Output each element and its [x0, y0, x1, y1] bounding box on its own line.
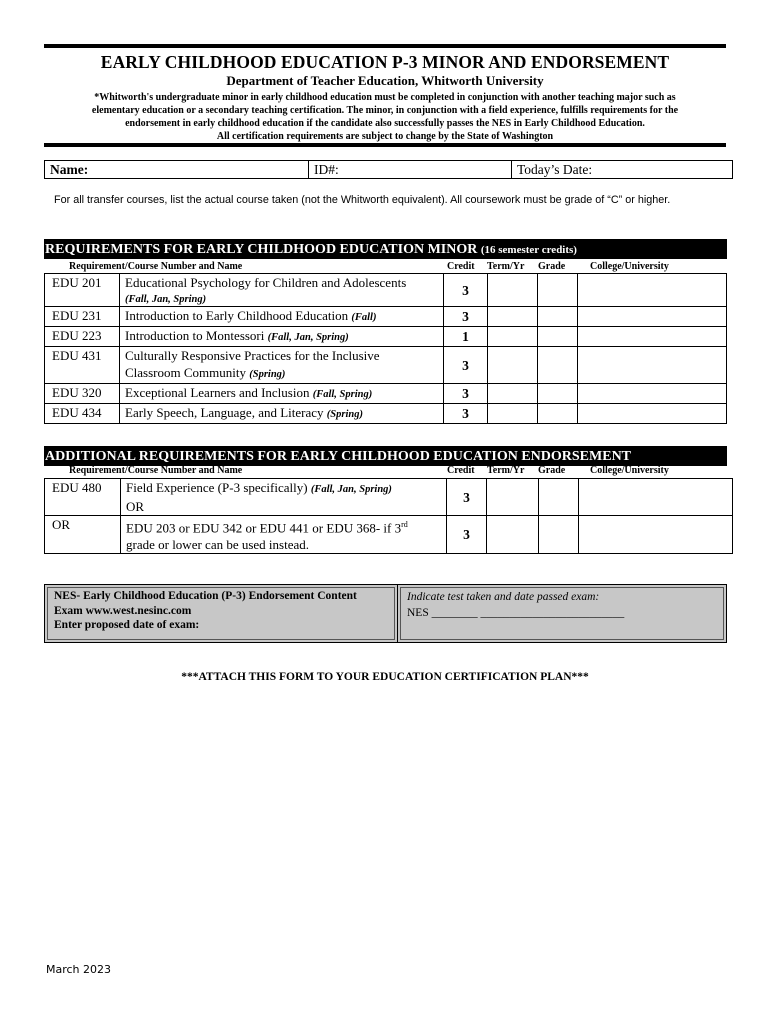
course-code: EDU 223	[45, 327, 120, 347]
term-input[interactable]	[488, 384, 538, 404]
or-label: OR	[126, 499, 145, 514]
transfer-note: For all transfer courses, list the actual course taken (not the Whitworth equivalent). All coursework must be grade of “C” or higher.	[54, 194, 671, 206]
course-code: EDU 320	[45, 384, 120, 404]
nes-exam-label: NES- Early Childhood Education (P-3) Endorsement Content	[54, 590, 357, 602]
col-course-header: Requirement/Course Number and Name	[69, 465, 243, 476]
term-input[interactable]	[487, 516, 539, 554]
col-credit-header: Credit	[447, 261, 475, 272]
table-row	[45, 347, 727, 384]
term-input[interactable]	[488, 404, 538, 424]
course-title: Exceptional Learners and Inclusion	[125, 385, 310, 400]
endorsement-heading: ADDITIONAL REQUIREMENTS FOR EARLY CHILDHOOD EDUCATION ENDORSEMENT	[45, 449, 632, 464]
grade-input[interactable]	[538, 274, 578, 307]
col-term-header: Term/Yr	[487, 465, 525, 476]
course-code: EDU 231	[45, 307, 120, 327]
page-title: EARLY CHILDHOOD EDUCATION P-3 MINOR AND ENDORSEMENT	[100, 52, 670, 72]
nes-entry-line[interactable]: NES ________ _________________________	[407, 607, 625, 619]
course-title: Educational Psychology for Children and Adolescents	[125, 275, 407, 290]
credit-value: 3	[444, 404, 488, 424]
credit-value: 3	[444, 307, 488, 327]
course-terms: (Fall, Jan, Spring)	[267, 332, 349, 343]
course-code: EDU 431	[45, 347, 120, 384]
table-row	[45, 307, 727, 327]
col-grade-header: Grade	[538, 261, 566, 272]
course-terms: (Spring)	[326, 409, 363, 420]
table-row	[45, 479, 733, 516]
note-line: All certification requirements are subject to change by the State of Washington	[216, 131, 554, 142]
col-college-header: College/University	[590, 465, 669, 476]
table-row	[45, 516, 733, 554]
nes-exam-url: Exam www.west.nesinc.com	[54, 604, 192, 617]
course-terms: (Spring)	[249, 369, 286, 380]
course-code: EDU 480	[45, 479, 121, 516]
term-input[interactable]	[488, 307, 538, 327]
course-terms: (Fall, Spring)	[312, 389, 373, 400]
college-input[interactable]	[579, 516, 733, 554]
course-code: OR	[45, 516, 121, 554]
ordinal-suffix: rd	[401, 520, 408, 529]
college-input[interactable]	[578, 307, 727, 327]
grade-input[interactable]	[538, 384, 578, 404]
col-credit-header: Credit	[447, 465, 475, 476]
table-row	[45, 384, 727, 404]
course-terms: (Fall, Jan, Spring)	[125, 294, 207, 305]
college-input[interactable]	[578, 404, 727, 424]
term-input[interactable]	[488, 347, 538, 384]
course-title-cell	[120, 327, 444, 347]
id-label: ID#:	[314, 162, 339, 177]
term-input[interactable]	[488, 274, 538, 307]
name-label: Name:	[50, 162, 89, 177]
credit-value: 3	[447, 479, 487, 516]
nes-prompt: Indicate test taken and date passed exam:	[407, 591, 600, 603]
minor-credits: (16 semester credits)	[480, 244, 577, 256]
course-title: Field Experience (P-3 specifically)	[126, 480, 308, 495]
department-subtitle: Department of Teacher Education, Whitworth University	[226, 73, 544, 88]
col-course-header: Requirement/Course Number and Name	[69, 261, 243, 272]
header-bottom-rule	[44, 143, 726, 147]
credit-value: 1	[444, 327, 488, 347]
date-label: Today’s Date:	[517, 162, 593, 177]
nes-info-cell	[45, 585, 398, 643]
course-title: Introduction to Montessori	[125, 328, 265, 343]
endorsement-heading-bar	[44, 446, 727, 466]
note-line: elementary education or a secondary teaching certification. The minor, in conjunction with a field experience, fulfills requirements for the	[91, 105, 679, 116]
date-field[interactable]	[512, 161, 733, 179]
attach-note: ***ATTACH THIS FORM TO YOUR EDUCATION CERTIFICATION PLAN***	[181, 671, 589, 683]
endorsement-requirements-table	[44, 478, 733, 554]
course-title-cell	[121, 516, 447, 554]
college-input[interactable]	[578, 384, 727, 404]
grade-input[interactable]	[539, 479, 579, 516]
table-row	[45, 404, 727, 424]
nes-exam-box	[44, 584, 727, 643]
grade-input[interactable]	[538, 404, 578, 424]
table-row	[45, 274, 727, 307]
course-title-cell	[120, 274, 444, 307]
course-title-line2: grade or lower can be used instead.	[126, 537, 310, 553]
course-title: Introduction to Early Childhood Education	[125, 308, 349, 323]
col-college-header: College/University	[590, 261, 669, 272]
course-title-cell	[120, 404, 444, 424]
course-code: EDU 201	[45, 274, 120, 307]
credit-value: 3	[447, 516, 487, 554]
grade-input[interactable]	[539, 516, 579, 554]
minor-heading-bar	[44, 239, 727, 259]
name-field[interactable]	[45, 161, 309, 179]
minor-requirements-table	[44, 273, 727, 424]
nes-result-cell[interactable]	[398, 585, 727, 643]
table-row	[45, 327, 727, 347]
note-line: endorsement in early childhood education if the candidate also successfully passes the NES in Early Childhood Education.	[125, 118, 645, 129]
credit-value: 3	[444, 347, 488, 384]
college-input[interactable]	[578, 327, 727, 347]
grade-input[interactable]	[538, 327, 578, 347]
college-input[interactable]	[578, 274, 727, 307]
footer-date: March 2023	[46, 963, 112, 976]
college-input[interactable]	[578, 347, 727, 384]
course-code: EDU 434	[45, 404, 120, 424]
course-title-cell	[120, 384, 444, 404]
college-input[interactable]	[579, 479, 733, 516]
id-field[interactable]	[309, 161, 512, 179]
col-term-header: Term/Yr	[487, 261, 525, 272]
minor-heading: REQUIREMENTS FOR EARLY CHILDHOOD EDUCATION MINOR	[45, 242, 478, 257]
course-terms: (Fall)	[351, 312, 377, 323]
course-title: Early Speech, Language, and Literacy	[125, 405, 324, 420]
term-input[interactable]	[487, 479, 539, 516]
grade-input[interactable]	[538, 307, 578, 327]
course-title-line2: Classroom Community	[125, 365, 246, 380]
note-line: *Whitworth's undergraduate minor in early childhood education must be completed in conjunction with another teaching major such as	[94, 92, 676, 103]
course-title-cell	[120, 347, 444, 384]
course-title-cell	[121, 479, 447, 516]
col-grade-header: Grade	[538, 465, 566, 476]
minor-note	[48, 91, 722, 143]
course-title: EDU 203 or EDU 342 or EDU 441 or EDU 368- if 3	[126, 520, 402, 536]
student-info-table	[44, 160, 733, 179]
course-title-cell	[120, 307, 444, 327]
nes-date-label: Enter proposed date of exam:	[54, 619, 200, 631]
term-input[interactable]	[488, 327, 538, 347]
top-rule	[44, 44, 726, 48]
credit-value: 3	[444, 384, 488, 404]
course-terms: (Fall, Jan, Spring)	[310, 484, 392, 495]
course-title: Culturally Responsive Practices for the Inclusive	[125, 348, 380, 363]
credit-value: 3	[444, 274, 488, 307]
grade-input[interactable]	[538, 347, 578, 384]
